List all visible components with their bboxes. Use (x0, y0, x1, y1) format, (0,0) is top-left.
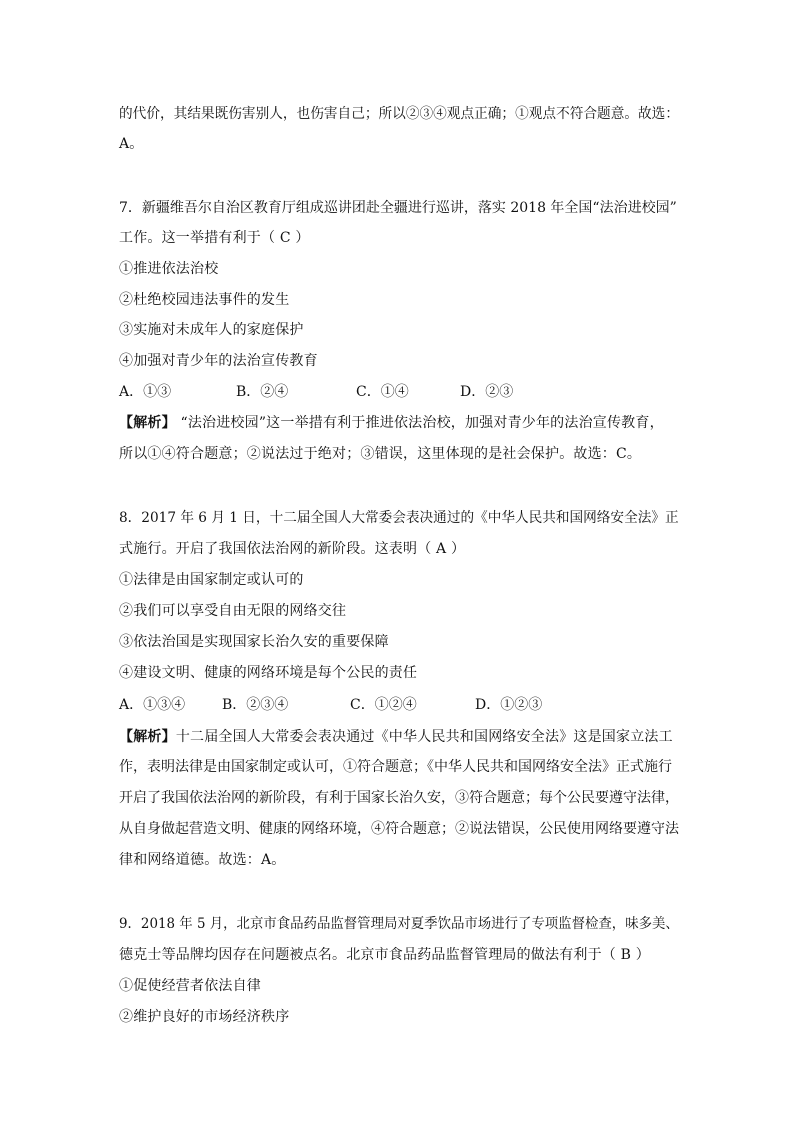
q8-option-c: C．①②④ (350, 697, 417, 713)
q8-stem-line-1: 8．2017 年 6 月 1 日，十二届全国人大常委会表决通过的《中华人民共和国网络安全法》正 (119, 510, 679, 526)
q7-item-3: ③实施对未成年人的家庭保护 (119, 322, 304, 338)
q8-analysis-text-1: 十二届全国人大常委会表决通过《中华人民共和国网络安全法》这是国家立法工 (175, 729, 673, 745)
q8-option-b: B．②③④ (222, 697, 289, 713)
q7-options (119, 382, 679, 402)
q7-option-c: C．①④ (356, 384, 409, 400)
q7-analysis-text-1: “法治进校园”这一举措有利于推进依法治校，加强对青少年的法治宣传教育， (180, 415, 664, 431)
q8-analysis-line-2: 作，表明法律是由国家制定或认可，①符合题意；《中华人民共和国网络安全法》正式施行 (119, 759, 672, 775)
q7-analysis-line-2: 所以①④符合题意；②说法过于绝对；③错误，这里体现的是社会保护。故选：C。 (119, 446, 642, 462)
q7-option-d: D．②③ (460, 384, 514, 400)
q8-item-1: ①法律是由国家制定或认可的 (119, 572, 304, 588)
q8-analysis-line-1 (119, 727, 679, 747)
q8-stem-line-2: 式施行。开启了我国依法治网的新阶段。这表明（ A ） (119, 541, 466, 557)
q7-item-1: ①推进依法治校 (119, 261, 219, 277)
q7-analysis-label: 【解析】 (119, 415, 176, 431)
q8-option-a: A．①③④ (119, 697, 186, 713)
q9-item-1: ①促使经营者依法自律 (119, 978, 261, 994)
q8-item-2: ②我们可以享受自由无限的网络交往 (119, 603, 347, 619)
q7-analysis-line-1 (119, 413, 679, 433)
q8-option-d: D．①②③ (475, 697, 543, 713)
q7-item-2: ②杜绝校园违法事件的发生 (119, 292, 290, 308)
intro-line-2: A。 (119, 136, 144, 152)
q8-analysis-line-3: 开启了我国依法治网的新阶段，有利于国家长治久安，③符合题意；每个公民要遵守法律， (119, 790, 679, 806)
q8-analysis-line-5: 律和网络道德。故选：A。 (119, 852, 286, 868)
q8-options (119, 695, 679, 715)
q8-item-4: ④建设文明、健康的网络环境是每个公民的责任 (119, 665, 418, 681)
q8-item-3: ③依法治国是实现国家长治久安的重要保障 (119, 634, 389, 650)
q8-analysis-line-4: 从自身做起营造文明、健康的网络环境，④符合题意；②说法错误，公民使用网络要遵守法 (119, 821, 679, 837)
q8-analysis-label: 【解析】 (119, 729, 176, 745)
q7-item-4: ④加强对青少年的法治宣传教育 (119, 353, 318, 369)
q7-option-b: B．②④ (236, 384, 289, 400)
q9-stem-line-1: 9．2018 年 5 月，北京市食品药品监督管理局对夏季饮品市场进行了专项监督检查，味多美、 (119, 916, 679, 932)
q7-stem-line-1: 7．新疆维吾尔自治区教育厅组成巡讲团赴全疆进行巡讲，落实 2018 年全国“法治进校园” (119, 200, 677, 216)
q9-stem-line-2: 德克士等品牌均因存在问题被点名。北京市食品药品监督管理局的做法有利于（ B ） (119, 947, 650, 963)
q9-item-2: ②维护良好的市场经济秩序 (119, 1009, 290, 1025)
q7-option-a: A．①③ (119, 384, 172, 400)
q7-stem-line-2: 工作。这一举措有利于（ C ） (119, 230, 310, 246)
intro-line-1: 的代价，其结果既伤害别人，也伤害自己；所以②③④观点正确；①观点不符合题意。故选： (119, 106, 679, 122)
